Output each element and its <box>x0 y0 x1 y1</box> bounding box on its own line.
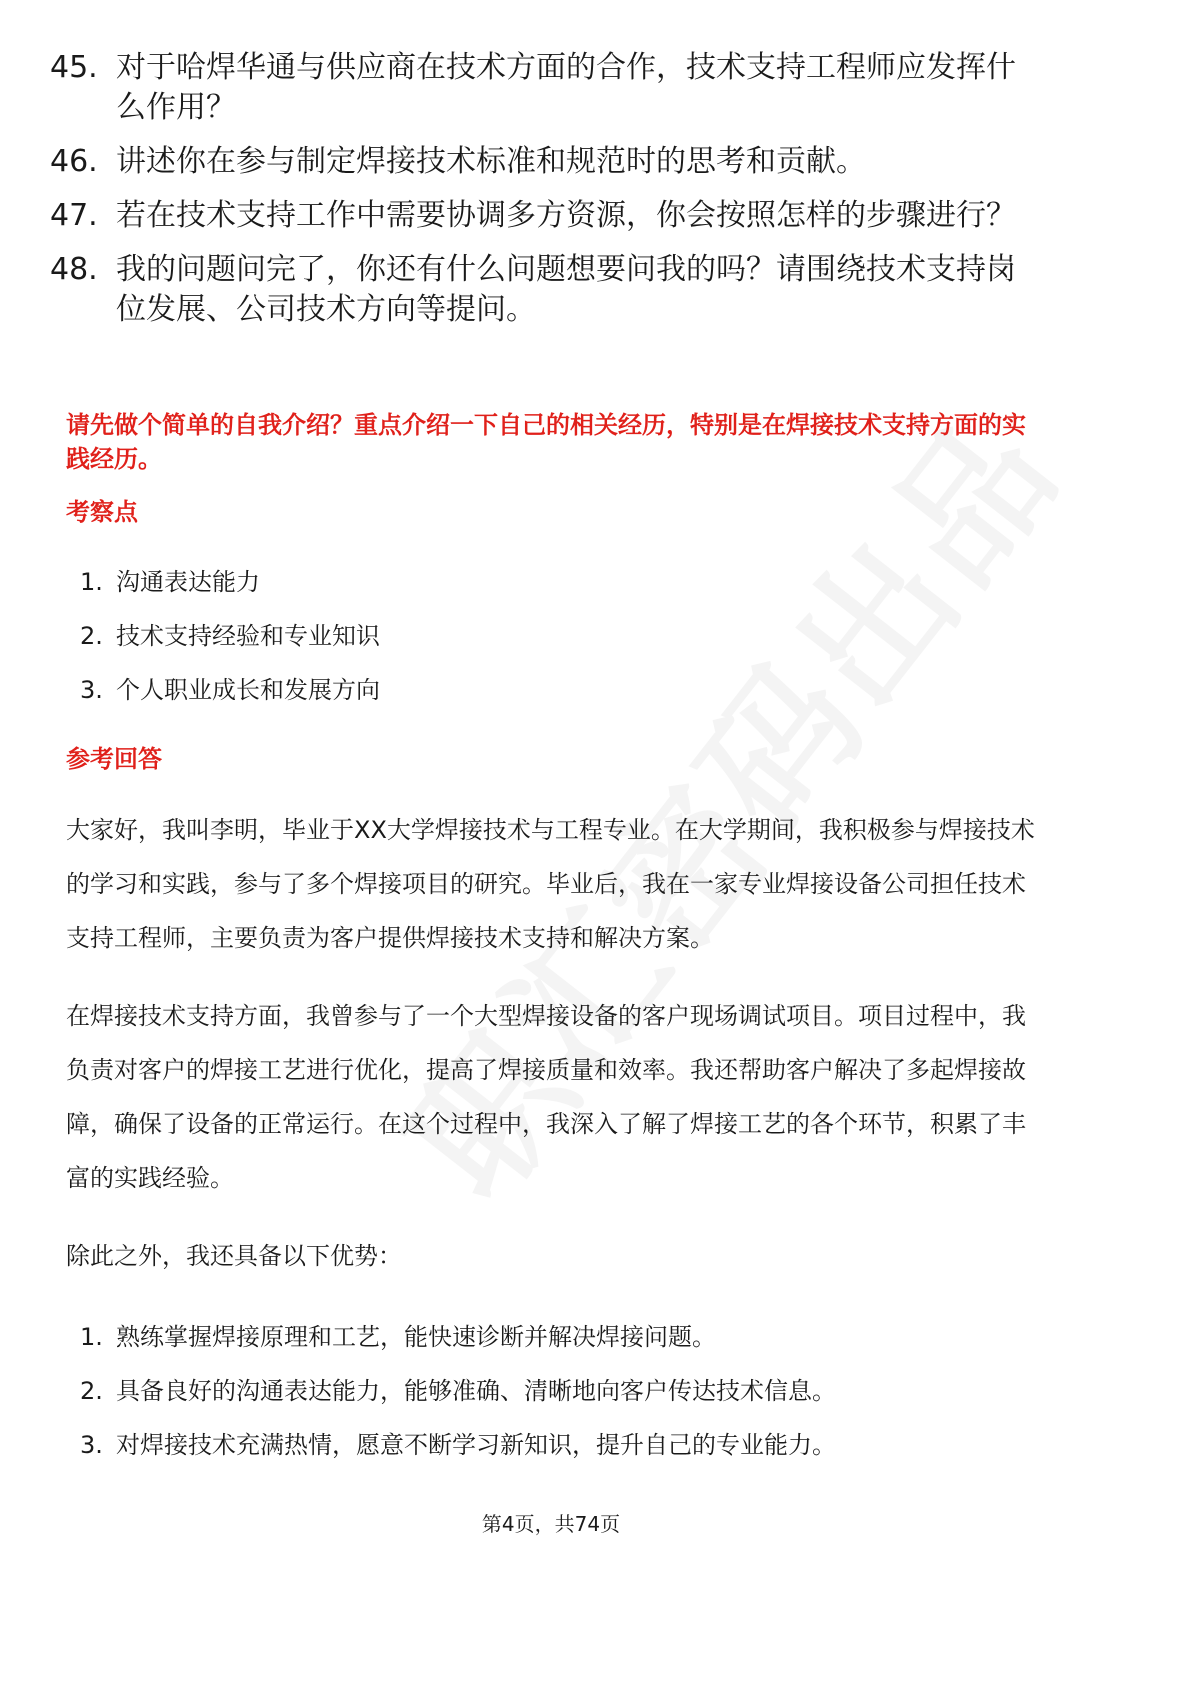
question-heading: 请先做个简单的自我介绍？重点介绍一下自己的相关经历，特别是在焊接技术支持方面的实践经历。 <box>66 411 1026 473</box>
answer-paragraph: 除此之外，我还具备以下优势： <box>66 1242 402 1270</box>
advantages-list <box>80 1321 1040 1483</box>
question-item <box>50 48 1040 128</box>
list-number: 2. <box>80 622 103 650</box>
question-text: 若在技术支持工作中需要协调多方资源，你会按照怎样的步骤进行？ <box>116 198 1016 233</box>
kaocha-list <box>80 566 1040 728</box>
question-number: 45. <box>50 50 98 85</box>
list-number: 3. <box>80 676 103 704</box>
list-number: 3. <box>80 1431 103 1459</box>
question-item <box>50 196 1040 236</box>
page-footer: 第4页，共74页 <box>481 1512 621 1536</box>
list-item <box>80 620 1040 674</box>
list-number: 1. <box>80 1323 103 1351</box>
list-text: 熟练掌握焊接原理和工艺，能快速诊断并解决焊接问题。 <box>116 1323 716 1351</box>
list-item <box>80 1321 1040 1375</box>
question-number: 46. <box>50 144 98 179</box>
list-text: 具备良好的沟通表达能力，能够准确、清晰地向客户传达技术信息。 <box>116 1377 836 1405</box>
question-number: 47. <box>50 198 98 233</box>
list-text: 个人职业成长和发展方向 <box>116 676 380 704</box>
list-number: 1. <box>80 568 103 596</box>
question-list <box>50 48 1040 344</box>
kaocha-title: 考察点 <box>66 498 138 526</box>
list-item <box>80 674 1040 728</box>
question-number: 48. <box>50 252 98 287</box>
list-text: 对焊接技术充满热情，愿意不断学习新知识，提升自己的专业能力。 <box>116 1431 836 1459</box>
list-item <box>80 1429 1040 1483</box>
list-text: 沟通表达能力 <box>116 568 260 596</box>
question-text: 对于哈焊华通与供应商在技术方面的合作，技术支持工程师应发挥什么作用？ <box>116 50 1016 125</box>
list-item <box>80 1375 1040 1429</box>
answer-paragraph: 大家好，我叫李明，毕业于XX大学焊接技术与工程专业。在大学期间，我积极参与焊接技术的学习和实践，参与了多个焊接项目的研究。毕业后，我在一家专业焊接设备公司担任技术支持工程师，主要负责为客户提供焊接技术支持和解决方案。 <box>66 816 1035 952</box>
question-item <box>50 142 1040 182</box>
answer-paragraph: 在焊接技术支持方面，我曾参与了一个大型焊接设备的客户现场调试项目。项目过程中，我负责对客户的焊接工艺进行优化，提高了焊接质量和效率。我还帮助客户解决了多起焊接故障，确保了设备的正常运行。在这个过程中，我深入了解了焊接工艺的各个环节，积累了丰富的实践经验。 <box>66 1002 1026 1192</box>
question-text: 讲述你在参与制定焊接技术标准和规范时的思考和贡献。 <box>116 144 866 179</box>
list-number: 2. <box>80 1377 103 1405</box>
question-item <box>50 250 1040 330</box>
answer-title: 参考回答 <box>66 745 162 773</box>
list-item <box>80 566 1040 620</box>
question-text: 我的问题问完了，你还有什么问题想要问我的吗？请围绕技术支持岗位发展、公司技术方向等提问。 <box>116 252 1016 327</box>
list-text: 技术支持经验和专业知识 <box>116 622 380 650</box>
